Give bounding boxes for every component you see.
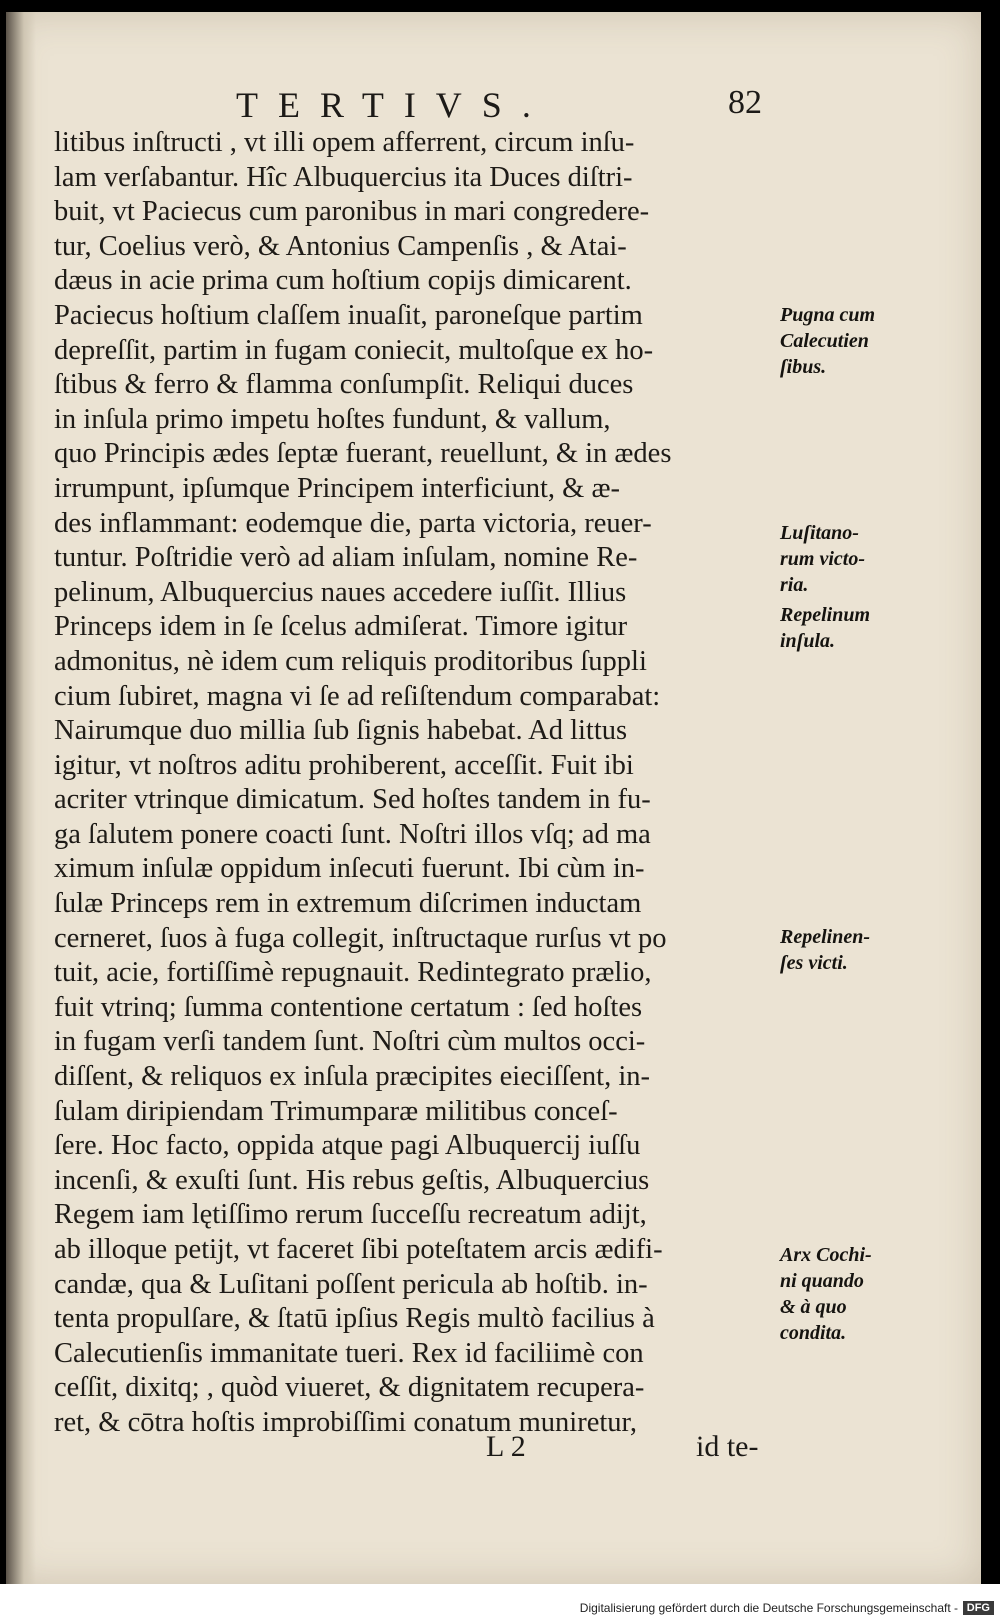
text-line: tur, Coelius verò, & Antonius Campenſis , & Atai- — [54, 230, 627, 262]
book-page — [6, 12, 981, 1584]
text-line: des inflammant: eodemque die, parta victoria, reuer- — [54, 507, 652, 539]
text-line: quo Principis ædes ſeptæ fuerant, reuellunt, & in ædes — [54, 438, 672, 470]
text-line: in inſula primo impetu hoſtes fundunt, & vallum, — [54, 403, 611, 435]
text-line: diſſent, & reliquos ex inſula præcipites eieciſſent, in- — [54, 1061, 650, 1093]
text-line: incenſi, & exuſti ſunt. His rebus geſtis, Albuquercius — [54, 1164, 650, 1196]
text-line: tenta propulſare, & ſtatū ipſius Regis multò facilius à — [54, 1303, 655, 1335]
margin-note-line: Calecutien — [780, 330, 869, 352]
margin-note-victoria — [780, 520, 930, 598]
text-line: ximum inſulæ oppidum inſecuti fuerunt. Ibi cùm in- — [54, 853, 645, 885]
text-line: Nairumque duo millia ſub ſignis habebat. Ad littus — [54, 715, 628, 747]
page-foot — [6, 1430, 981, 1470]
margin-note-line: & à quo — [780, 1296, 847, 1318]
margin-note-line: Arx Cochi- — [780, 1244, 872, 1266]
margin-note-line: inſula. — [780, 630, 836, 652]
text-line: in fugam verſi tandem ſunt. Noſtri cùm multos occi- — [54, 1026, 646, 1058]
text-line: cerneret, ſuos à fuga collegit, inſtructaque rurſus vt po — [54, 922, 667, 954]
margin-note-line: ni quando — [780, 1270, 864, 1292]
dfg-logo: DFG — [963, 1601, 994, 1615]
digitization-footer — [0, 1584, 1000, 1621]
margin-note-line: rum victo- — [780, 548, 865, 570]
margin-note-repelinum — [780, 602, 930, 654]
text-line: Paciecus hoſtium claſſem inuaſit, paroneſque partim — [54, 299, 643, 331]
text-line: buit, vt Paciecus cum paronibus in mari congredere- — [54, 196, 650, 228]
margin-note-arx-cochini — [780, 1242, 930, 1346]
text-line: Calecutienſis immanitate tueri. Rex id faciliimè con — [54, 1337, 644, 1369]
text-line: acriter vtrinque dimicatum. Sed hoſtes tandem in fu- — [54, 784, 651, 816]
running-head-title: TERTIVS. — [236, 85, 551, 125]
signature-mark: L 2 — [486, 1430, 526, 1463]
text-line: ceſſit, dixitq; , quòd viueret, & dignitatem recupera- — [54, 1372, 645, 1404]
page-gutter-shadow — [6, 12, 36, 1584]
text-line: admonitus, nè idem cum reliquis proditoribus ſuppli — [54, 645, 647, 677]
margin-note-line: ſibus. — [780, 356, 827, 378]
text-line: ſulam diripiendam Trimumparæ militibus conceſ- — [54, 1095, 618, 1127]
text-line: lam verſabantur. Hîc Albuquercius ita Duces diſtri- — [54, 161, 633, 193]
text-line: irrumpunt, ipſumque Principem interficiunt, & æ- — [54, 472, 620, 504]
text-line: candæ, qua & Luſitani poſſent pericula ab hoſtib. in- — [54, 1268, 648, 1300]
margin-note-line: condita. — [780, 1322, 847, 1344]
text-line: ret, & cōtra hoſtis improbiſſimi conatum muniretur, — [54, 1406, 637, 1438]
text-line: depreſſit, partim in fugam coniecit, multoſque ex ho- — [54, 334, 654, 366]
text-line: tuit, acie, fortiſſimè repugnauit. Redintegrato prælio, — [54, 957, 652, 989]
margin-note-line: Pugna cum — [780, 304, 876, 326]
margin-note-line: ſes victi. — [780, 952, 848, 974]
margin-note-pugna — [780, 302, 930, 380]
body-text — [54, 126, 774, 1441]
text-line: tuntur. Poſtridie verò ad aliam inſulam, nomine Re- — [54, 542, 638, 574]
text-line: Princeps idem in ſe ſcelus admiſerat. Timore igitur — [54, 611, 628, 643]
margin-note-line: Repelinum — [780, 604, 871, 626]
text-line: ſere. Hoc facto, oppida atque pagi Albuquercij iuſſu — [54, 1130, 641, 1162]
digitization-notice: Digitalisierung gefördert durch die Deutsche Forschungsgemeinschaft - — [579, 1601, 958, 1615]
text-line: ga ſalutem ponere coacti ſunt. Noſtri illos vſq; ad ma — [54, 818, 651, 850]
page-number: 82 — [728, 84, 762, 121]
text-line: fuit vtrinq; ſumma contentione certatum : ſed hoſtes — [54, 991, 643, 1023]
margin-note-line: Luſitano- — [780, 522, 859, 544]
catchword: id te- — [696, 1430, 759, 1463]
text-line: pelinum, Albuquercius naues accedere iuſſit. Illius — [54, 576, 627, 608]
text-line: igitur, vt noſtros aditu prohiberent, acceſſit. Fuit ibi — [54, 749, 634, 781]
margin-note-repelinenses — [780, 924, 930, 976]
text-line: cium ſubiret, magna vi ſe ad reſiſtendum comparabat: — [54, 680, 661, 712]
text-line: litibus inſtructi , vt illi opem afferrent, circum inſu- — [54, 127, 635, 158]
text-line: dæus in acie prima cum hoſtium copijs dimicarent. — [54, 265, 632, 297]
margin-note-line: Repelinen- — [780, 926, 870, 948]
text-line: Regem iam lętiſſimo rerum ſucceſſu recreatum adijt, — [54, 1199, 647, 1231]
margin-note-line: ria. — [780, 574, 809, 596]
text-line: ſtibus & ferro & flamma conſumpſit. Reliqui duces — [54, 369, 634, 401]
text-line: ſulæ Princeps rem in extremum diſcrimen inductam — [54, 888, 642, 920]
text-line: ab illoque petijt, vt faceret ſibi poteſtatem arcis ædifi- — [54, 1234, 663, 1265]
